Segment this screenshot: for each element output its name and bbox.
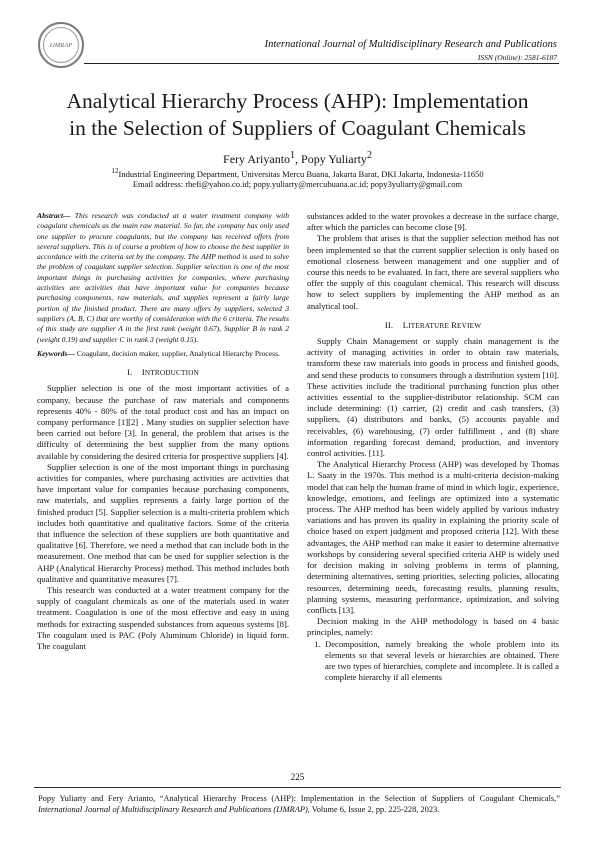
right-column	[307, 211, 559, 683]
section-heading-introduction	[37, 367, 289, 379]
abstract-text: This research was conducted at a water treatment company with coagulant chemicals as the main raw material. So far, the company has only used one supplier to procure coagulants, but the company has received offers from several suppliers. This is of course a problem of how to choose the best supplier in accordance with the criteria set by the company. The AHP method is used to solve the problem of coagulant supplier selection. Supplier selection is one of the most important things in purchasing activities for companies, where purchasing activities are activities that have important value for companies because purchasing components, raw materials, and supplies represent a fairly large portion of the finished product. There are many offers by suppliers, selected 3 suppliers (A, B, C) that are worthy of consideration with the 6 criteria. The results of this study are supplier A in the first rank (weight 0.67), Supplier B in rank 2 (weight 0.19) and supplier C in rank 3 (weight 0.15).	[37, 211, 289, 344]
author-name: Fery Ariyanto	[223, 152, 291, 166]
section-title-initial: L	[402, 319, 409, 330]
body-paragraph: substances added to the water provokes a decrease in the surface charge, after which the particles can become close [9].	[307, 211, 559, 233]
title-line-1: Analytical Hierarchy Process (AHP): Implementation	[66, 89, 529, 113]
abstract-label: Abstract—	[37, 211, 71, 220]
author-list	[20, 150, 575, 167]
body-paragraph: Supply Chain Management or supply chain management is the activity of managing activities in order to obtain raw materials, transform these raw materials into goods in process and finished goods, and send these products to consumers through a distribution system [10]. These activities include the traditional purchasing function plus other activities essential to the supplier-distributor relationship. SCM can include determining: (1) carrier, (2) credit and cash transfers, (3) suppliers, (4) distributors and banks, (5) accounts payable and receivables, (6) warehousing, (7) order fulfillment , and (8) share information regarding forecast demand, production, and inventory control activities. [11].	[307, 336, 559, 459]
email-addresses: Email address: rhefi@yahoo.co.id; popy.yuliarty@mercubuana.ac.id; popy3yuliarty@gmail.com	[132, 179, 463, 189]
paper-title	[20, 88, 575, 142]
body-paragraph: Supplier selection is one of the most important activities of a company, because the purchase of raw materials and components represents 40% - 80% of the total product cost and has an impact on company performance [1][2] . Many studies on supplier selection have been carried out before [3]. In general, the problem that arises is the difficulty of determining the best supplier from the many options available by considering the desired criteria for prospective suppliers [4].	[37, 383, 289, 461]
abstract	[37, 211, 289, 345]
journal-name: International Journal of Multidisciplinary Research and Publications	[264, 39, 557, 50]
left-column	[37, 211, 289, 652]
affiliation-sup: 12	[111, 167, 119, 175]
section-number: I.	[127, 367, 133, 378]
principles-list	[307, 639, 559, 684]
author-name: Popy Yuliarty	[301, 152, 367, 166]
section-heading-literature-review	[307, 320, 559, 332]
section-title-rest: EVIEW	[457, 321, 482, 330]
list-item: 1. Decomposition, namely breaking the whole problem into its elements so that several levels or hierarchies are obtained. There are two types of hierarchies, complete and incomplete. It is called a complete hierarchy if all elements	[323, 639, 559, 684]
author-separator: ,	[295, 152, 302, 166]
section-title-initial: R	[451, 319, 458, 330]
author-sup: 1	[290, 150, 296, 161]
affiliation	[20, 167, 575, 179]
author-sup: 2	[366, 150, 372, 161]
citation-journal: International Journal of Multidisciplinary Research and Publications (IJMRAP)	[38, 805, 308, 814]
keywords-text: Coagulant, decision maker, supplier, Analytical Hierarchy Process.	[74, 348, 280, 358]
body-paragraph: The Analytical Hierarchy Process (AHP) was developed by Thomas L. Saaty in the 1970s. This method is a multi-criteria decision-making model that can help the human frame of mind in which logic, experience, knowledge, emotions, and feelings are optimized into a systematic process. The AHP method has been widely applied by various industry variations and has proven its quality in explaining the priority scale of choice based on expert judgment and proposed criteria [12]. With these advantages, the AHP method can make it easier to determine alternative workshops by considering several specified criteria AHP is widely used for decision making in solving problems in terms of planning, determining alternatives, setting priorities, selecting policies, allocating resources, determining needs, forecasting results, planning results, planning systems, measuring performance, optimization, and solving conflicts [13].	[307, 459, 559, 615]
body-paragraph: This research was conducted at a water treatment company for the supply of coagulant chemicals as one of the materials used in water treatment. Coagulation is one of the most effective and easy in using methods for extracting suspended substances from aqueous systems [8]. The coagulant used is PAC (Poly Aluminum Chloride) in liquid form. The coagulant	[37, 585, 289, 652]
journal-logo	[38, 22, 84, 68]
logo-text: IJMRAP	[43, 27, 79, 63]
body-paragraph: The problem that arises is that the supplier selection method has not been implemented so that the current supplier selection is only based on emotional closeness between management and one supplier and of course this needs to be evaluated. In fact, there are several suppliers who offer the supply of this coagulant chemical. This research will discuss how to select suppliers by implementing the AHP method as an analytical tool.	[307, 233, 559, 311]
body-paragraph: Supplier selection is one of the most important things in purchasing activities for companies, where purchasing activities are activities that have important value for companies because purchasing components, raw materials, and supplies represents a fairly large portion of the finished product [5]. Supplier selection is a multi-criteria problem which includes both quantitative and qualitative factors. Some of the criteria that influence the selection of these suppliers are both quantitative and qualitative [6]. Therefore, we need a method that can include both in the measurement. One method that can be used for supplier selection is the AHP (Analytical Hierarchy Process) method. This method includes both qualitative and quantitative measures [7].	[37, 461, 289, 584]
issn: ISSN (Online): 2581-6187	[477, 53, 557, 62]
section-title-initial: I	[141, 367, 145, 378]
keywords-label: Keywords—	[37, 348, 75, 358]
citation-prefix: Popy Yuliarty and Fery Arianto, “Analytical Hierarchy Process (AHP): Implementation in the Selection of Suppliers of Coagulant Chemicals,”	[38, 794, 560, 803]
keywords	[37, 349, 289, 359]
section-number: II.	[384, 319, 394, 330]
title-line-2: in the Selection of Suppliers of Coagulant Chemicals	[69, 116, 526, 140]
page-number: 225	[290, 772, 305, 782]
header-rule	[84, 63, 559, 64]
affiliation-text: Industrial Engineering Department, Universitas Mercu Buana, Jakarta Barat, DKI Jakarta, Indonesia-11650	[118, 168, 484, 179]
section-title-rest: NTRODUCTION	[144, 369, 199, 378]
citation	[38, 793, 560, 815]
body-paragraph: Decision making in the AHP methodology is based on 4 basic principles, namely:	[307, 616, 559, 638]
section-title-rest: ITERATURE	[408, 321, 452, 330]
footer-rule	[34, 787, 561, 788]
citation-suffix: , Volume 6, Issue 2, pp. 225-228, 2023.	[307, 805, 440, 814]
